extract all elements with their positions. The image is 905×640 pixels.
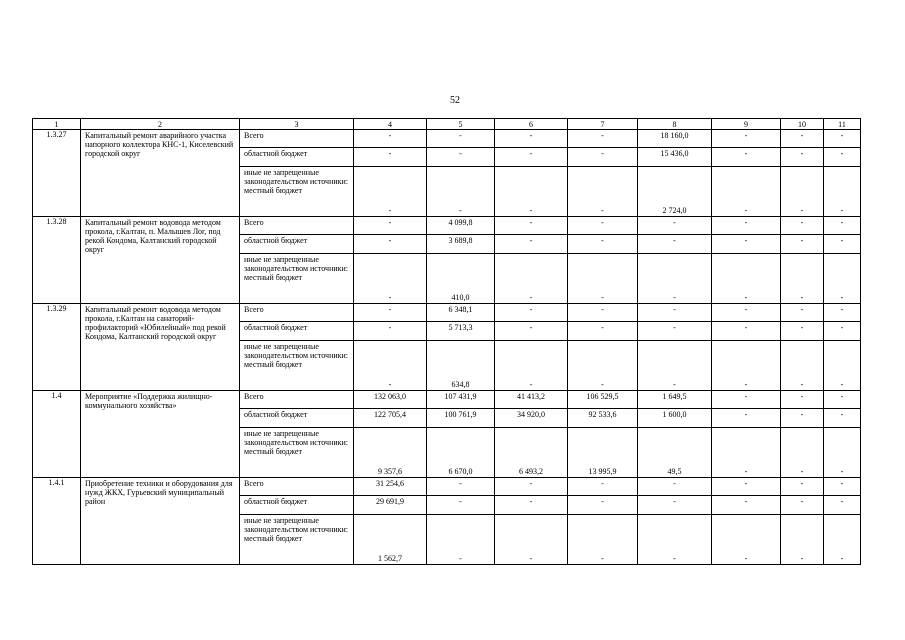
value-cell: - bbox=[568, 254, 638, 304]
value-cell: - bbox=[781, 130, 824, 148]
source-cell bbox=[240, 254, 354, 304]
value-cell: 107 431,9 bbox=[427, 391, 495, 409]
value-cell: - bbox=[638, 254, 712, 304]
value-cell: - bbox=[712, 391, 781, 409]
value-cell: - bbox=[824, 496, 861, 515]
value-cell: 106 529,5 bbox=[568, 391, 638, 409]
value-cell: - bbox=[781, 235, 824, 254]
value-cell: 29 691,9 bbox=[354, 496, 427, 515]
value-cell: - bbox=[568, 167, 638, 217]
value-cell: 410,0 bbox=[427, 254, 495, 304]
value-cell: - bbox=[495, 515, 568, 565]
source-label: Всего bbox=[240, 478, 354, 496]
source-local-label: местный бюджет bbox=[244, 186, 302, 195]
source-other-label: иные не запрещенные законодательством источники: bbox=[244, 429, 349, 447]
value-cell: - bbox=[824, 235, 861, 254]
value-cell: 132 063,0 bbox=[354, 391, 427, 409]
value-cell: 122 705,4 bbox=[354, 409, 427, 428]
row-number: 1.3.27 bbox=[33, 130, 81, 217]
source-label: Всего bbox=[240, 130, 354, 148]
row-name: Капитальный ремонт аварийного участка напорного коллектора КНС-1, Киселевский городской округ bbox=[81, 130, 240, 217]
value-cell: - bbox=[427, 148, 495, 167]
value-cell: - bbox=[638, 515, 712, 565]
header-cell: 11 bbox=[824, 119, 861, 130]
source-other-label: иные не запрещенные законодательством источники: bbox=[244, 342, 349, 360]
source-local-label: местный бюджет bbox=[244, 534, 302, 543]
value-cell: - bbox=[712, 167, 781, 217]
value-cell: - bbox=[824, 341, 861, 391]
value-cell: - bbox=[638, 478, 712, 496]
value-cell: - bbox=[495, 304, 568, 322]
header-row bbox=[33, 119, 861, 130]
value-cell: - bbox=[712, 515, 781, 565]
value-cell: - bbox=[712, 235, 781, 254]
source-label: областной бюджет bbox=[240, 322, 354, 341]
value-cell: 5 713,3 bbox=[427, 322, 495, 341]
row-name: Мероприятие «Поддержка жилищно-коммунального хозяйства» bbox=[81, 391, 240, 478]
value-cell: - bbox=[427, 130, 495, 148]
value-cell: 9 357,6 bbox=[354, 428, 427, 478]
budget-table bbox=[32, 118, 861, 565]
value-cell: 1 649,5 bbox=[638, 391, 712, 409]
value-cell: - bbox=[495, 217, 568, 235]
value-cell: - bbox=[712, 130, 781, 148]
value-cell: - bbox=[824, 217, 861, 235]
value-cell: - bbox=[781, 217, 824, 235]
value-cell: - bbox=[568, 341, 638, 391]
value-cell: 31 254,6 bbox=[354, 478, 427, 496]
value-cell: - bbox=[781, 322, 824, 341]
value-cell: - bbox=[824, 148, 861, 167]
value-cell: - bbox=[712, 496, 781, 515]
source-cell bbox=[240, 167, 354, 217]
value-cell: - bbox=[781, 409, 824, 428]
source-local-label: местный бюджет bbox=[244, 273, 302, 282]
value-cell: - bbox=[824, 254, 861, 304]
value-cell: - bbox=[568, 235, 638, 254]
header-cell: 9 bbox=[712, 119, 781, 130]
source-label: областной бюджет bbox=[240, 235, 354, 254]
value-cell: - bbox=[712, 409, 781, 428]
source-label: Всего bbox=[240, 391, 354, 409]
value-cell: 92 533,6 bbox=[568, 409, 638, 428]
value-cell: - bbox=[354, 217, 427, 235]
value-cell: - bbox=[824, 478, 861, 496]
source-cell bbox=[240, 515, 354, 565]
value-cell: - bbox=[638, 217, 712, 235]
header-cell: 5 bbox=[427, 119, 495, 130]
value-cell: - bbox=[712, 148, 781, 167]
value-cell: - bbox=[568, 496, 638, 515]
value-cell: - bbox=[495, 130, 568, 148]
value-cell: - bbox=[781, 304, 824, 322]
value-cell: - bbox=[824, 515, 861, 565]
source-label: областной бюджет bbox=[240, 148, 354, 167]
value-cell: - bbox=[781, 496, 824, 515]
value-cell: - bbox=[354, 254, 427, 304]
value-cell: - bbox=[824, 130, 861, 148]
value-cell: - bbox=[824, 167, 861, 217]
value-cell: - bbox=[712, 217, 781, 235]
value-cell: - bbox=[354, 130, 427, 148]
value-cell: 49,5 bbox=[638, 428, 712, 478]
value-cell: - bbox=[824, 409, 861, 428]
value-cell: - bbox=[568, 148, 638, 167]
source-label: областной бюджет bbox=[240, 409, 354, 428]
source-local-label: местный бюджет bbox=[244, 360, 302, 369]
value-cell: 18 160,0 bbox=[638, 130, 712, 148]
value-cell: - bbox=[781, 341, 824, 391]
value-cell: - bbox=[427, 478, 495, 496]
value-cell: - bbox=[354, 148, 427, 167]
value-cell: - bbox=[781, 148, 824, 167]
value-cell: - bbox=[354, 167, 427, 217]
value-cell: - bbox=[781, 515, 824, 565]
value-cell: 2 724,0 bbox=[638, 167, 712, 217]
page-number: 52 bbox=[450, 95, 460, 106]
value-cell: - bbox=[638, 341, 712, 391]
header-cell: 7 bbox=[568, 119, 638, 130]
table-row-total bbox=[33, 130, 861, 148]
value-cell: 6 670,0 bbox=[427, 428, 495, 478]
row-name: Капитальный ремонт водовода методом прокола, г.Калтан, п. Малышев Лог, под рекой Кондома, Калтанский городской округ bbox=[81, 217, 240, 304]
value-cell: - bbox=[354, 341, 427, 391]
value-cell: 34 920,0 bbox=[495, 409, 568, 428]
source-other-label: иные не запрещенные законодательством источники: bbox=[244, 168, 349, 186]
value-cell: - bbox=[495, 167, 568, 217]
value-cell: - bbox=[638, 322, 712, 341]
row-name: Капитальный ремонт водовода методом прокола, г.Калтан на санаторий-профилакторий «Юбилейный» под рекой Кондома, Калтанский городской округ bbox=[81, 304, 240, 391]
value-cell: - bbox=[638, 235, 712, 254]
source-label: Всего bbox=[240, 304, 354, 322]
value-cell: 1 562,7 bbox=[354, 515, 427, 565]
value-cell: - bbox=[781, 428, 824, 478]
header-cell: 3 bbox=[240, 119, 354, 130]
value-cell: - bbox=[495, 322, 568, 341]
table-row-total bbox=[33, 478, 861, 496]
header-cell: 4 bbox=[354, 119, 427, 130]
table-row-total bbox=[33, 391, 861, 409]
row-name: Приобретение техники и оборудования для нужд ЖКХ, Гурьевский муниципальный район bbox=[81, 478, 240, 565]
value-cell: - bbox=[712, 254, 781, 304]
header-cell: 10 bbox=[781, 119, 824, 130]
value-cell: 13 995,9 bbox=[568, 428, 638, 478]
value-cell: - bbox=[568, 478, 638, 496]
value-cell: - bbox=[781, 167, 824, 217]
value-cell: - bbox=[824, 391, 861, 409]
value-cell: 6 348,1 bbox=[427, 304, 495, 322]
value-cell: - bbox=[568, 515, 638, 565]
row-number: 1.3.29 bbox=[33, 304, 81, 391]
source-label: областной бюджет bbox=[240, 496, 354, 515]
value-cell: - bbox=[824, 428, 861, 478]
value-cell: - bbox=[427, 167, 495, 217]
value-cell: 15 436,0 bbox=[638, 148, 712, 167]
header-cell: 8 bbox=[638, 119, 712, 130]
header-cell: 6 bbox=[495, 119, 568, 130]
row-number: 1.4.1 bbox=[33, 478, 81, 565]
value-cell: - bbox=[495, 235, 568, 254]
value-cell: - bbox=[495, 148, 568, 167]
row-number: 1.3.28 bbox=[33, 217, 81, 304]
value-cell: - bbox=[781, 254, 824, 304]
value-cell: - bbox=[495, 254, 568, 304]
value-cell: - bbox=[568, 130, 638, 148]
value-cell: 1 600,0 bbox=[638, 409, 712, 428]
value-cell: - bbox=[427, 496, 495, 515]
value-cell: - bbox=[781, 391, 824, 409]
value-cell: - bbox=[781, 478, 824, 496]
value-cell: 41 413,2 bbox=[495, 391, 568, 409]
value-cell: - bbox=[712, 478, 781, 496]
value-cell: 634,8 bbox=[427, 341, 495, 391]
header-cell: 1 bbox=[33, 119, 81, 130]
value-cell: - bbox=[712, 322, 781, 341]
row-number: 1.4 bbox=[33, 391, 81, 478]
value-cell: - bbox=[354, 235, 427, 254]
source-cell bbox=[240, 428, 354, 478]
value-cell: 6 493,2 bbox=[495, 428, 568, 478]
value-cell: - bbox=[712, 341, 781, 391]
value-cell: - bbox=[568, 217, 638, 235]
value-cell: - bbox=[354, 322, 427, 341]
table-row-total bbox=[33, 217, 861, 235]
value-cell: - bbox=[712, 428, 781, 478]
table-row-total bbox=[33, 304, 861, 322]
value-cell: - bbox=[568, 304, 638, 322]
value-cell: - bbox=[824, 322, 861, 341]
source-other-label: иные не запрещенные законодательством источники: bbox=[244, 255, 349, 273]
value-cell: 100 761,9 bbox=[427, 409, 495, 428]
value-cell: - bbox=[427, 515, 495, 565]
value-cell: - bbox=[712, 304, 781, 322]
value-cell: - bbox=[568, 322, 638, 341]
value-cell: - bbox=[354, 304, 427, 322]
value-cell: - bbox=[495, 478, 568, 496]
value-cell: - bbox=[495, 496, 568, 515]
value-cell: - bbox=[495, 341, 568, 391]
source-other-label: иные не запрещенные законодательством источники: bbox=[244, 516, 349, 534]
value-cell: - bbox=[824, 304, 861, 322]
value-cell: - bbox=[638, 496, 712, 515]
value-cell: 3 689,8 bbox=[427, 235, 495, 254]
header-cell: 2 bbox=[81, 119, 240, 130]
source-cell bbox=[240, 341, 354, 391]
source-local-label: местный бюджет bbox=[244, 447, 302, 456]
value-cell: - bbox=[638, 304, 712, 322]
source-label: Всего bbox=[240, 217, 354, 235]
value-cell: 4 099,8 bbox=[427, 217, 495, 235]
